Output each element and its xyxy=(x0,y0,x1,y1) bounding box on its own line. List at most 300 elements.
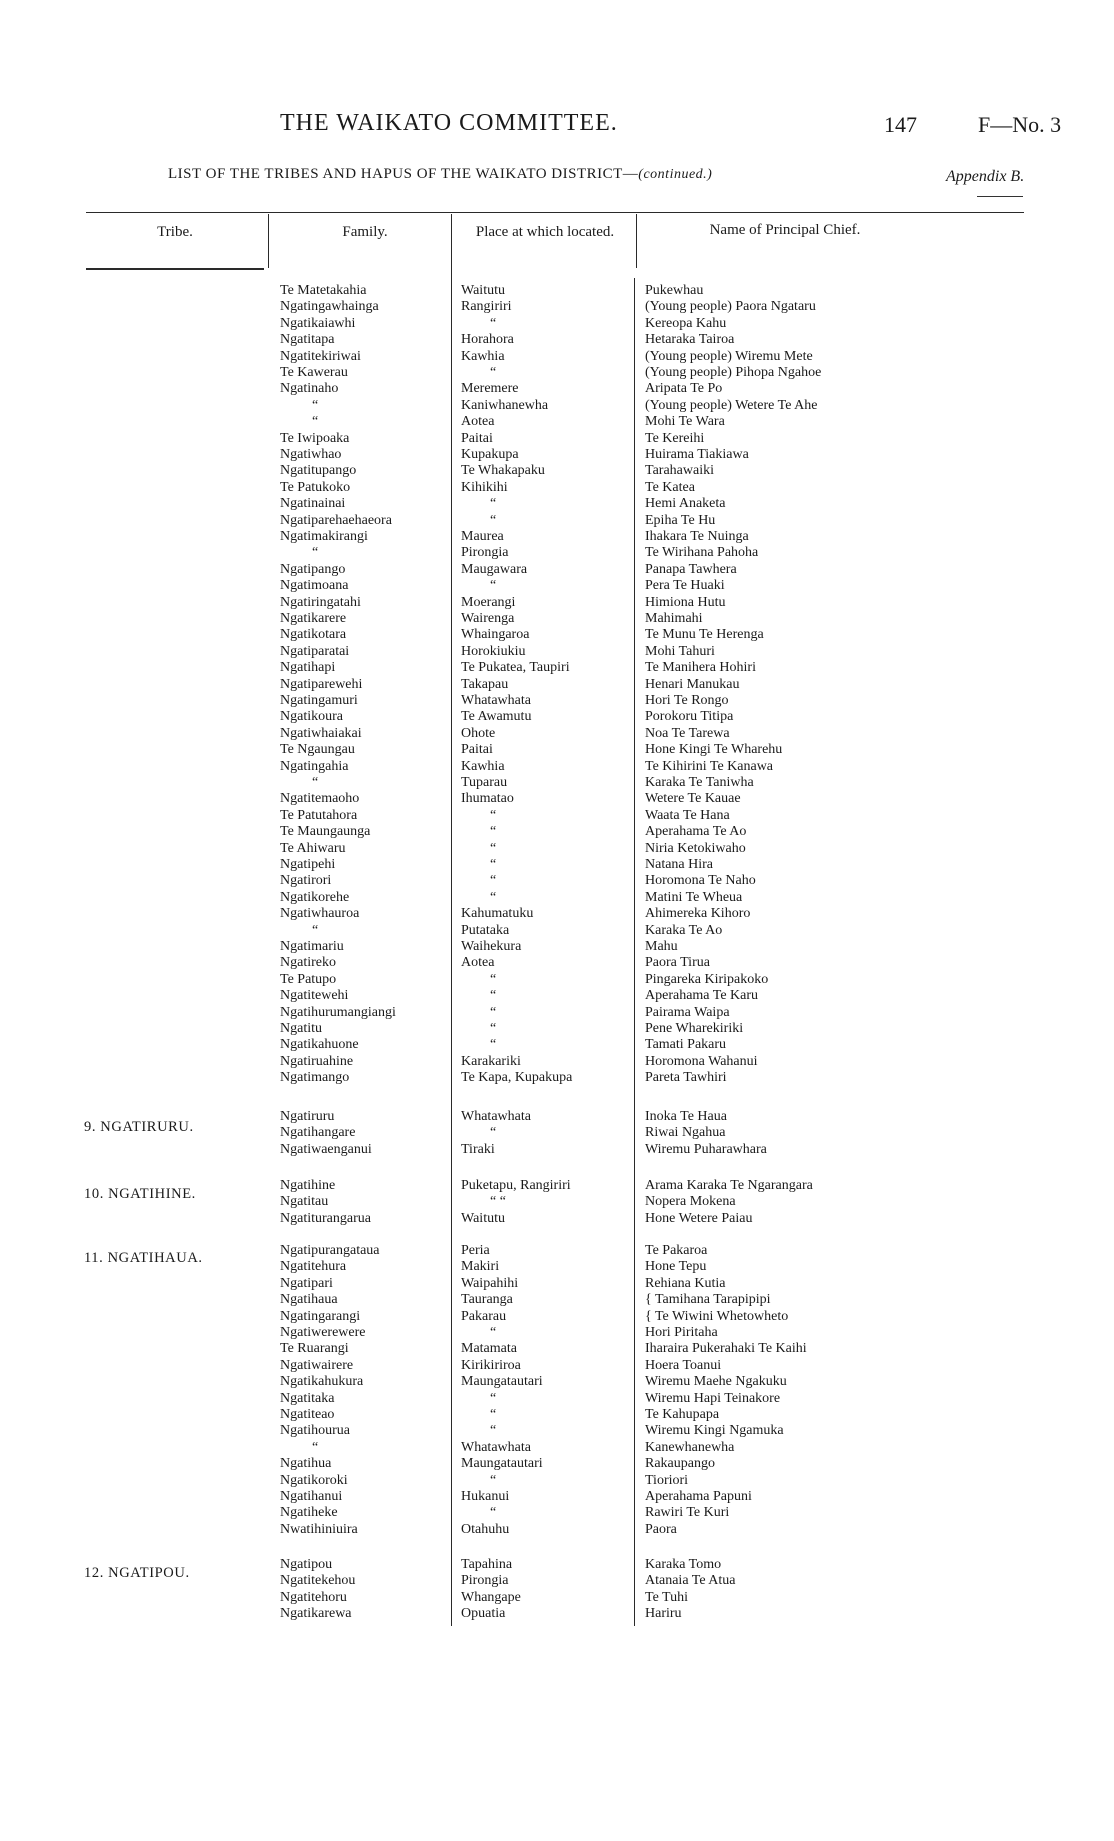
place-cell: Waihekura xyxy=(461,939,522,954)
family-cell: Ngatiwhao xyxy=(280,447,342,462)
list-subtitle xyxy=(168,166,712,183)
place-cell: Te Pukatea, Taupiri xyxy=(461,660,570,676)
place-cell: “ xyxy=(490,1390,497,1406)
page-number: 147 xyxy=(884,112,917,137)
table-row xyxy=(0,1194,1114,1210)
place-cell: Maungatautari xyxy=(461,1374,543,1390)
table-row xyxy=(0,644,1114,660)
chief-cell: Niria Ketokiwaho xyxy=(645,840,746,856)
table-row xyxy=(0,398,1114,414)
table-row xyxy=(0,529,1114,545)
table-row xyxy=(0,1374,1114,1390)
chief-cell: Te Manihera Hohiri xyxy=(645,660,756,676)
chief-cell: Inoka Te Haua xyxy=(645,1109,727,1124)
chief-cell: Hariru xyxy=(645,1606,682,1622)
chief-cell: Hetaraka Tairoa xyxy=(645,332,735,348)
chief-cell: Te Tuhi xyxy=(645,1589,688,1605)
chief-cell: Kereopa Kahu xyxy=(645,315,727,331)
table-row xyxy=(0,1125,1114,1141)
family-cell: Ngatiringatahi xyxy=(280,594,361,610)
tribe-name: 11. NGATIHAUA. xyxy=(84,1250,203,1266)
place-cell: Whaingaroa xyxy=(461,627,530,643)
table-row xyxy=(0,873,1114,889)
family-cell: Ngatimoana xyxy=(280,578,349,594)
chief-cell: Te Katea xyxy=(645,479,695,495)
table-row xyxy=(0,1054,1114,1070)
table-row xyxy=(0,513,1114,529)
chief-cell: Pukewhau xyxy=(645,283,704,298)
place-cell: Moerangi xyxy=(461,594,516,610)
family-cell: Ngatikoroki xyxy=(280,1472,348,1488)
family-cell: Ngatikaiawhi xyxy=(280,315,356,331)
table-row xyxy=(0,824,1114,840)
chief-cell: Panapa Tawhera xyxy=(645,561,737,577)
table-row xyxy=(0,1341,1114,1357)
chief-cell: Atanaia Te Atua xyxy=(645,1573,736,1589)
column-header-place: Place at which located. xyxy=(475,224,615,240)
family-cell: Ngatiwaenganui xyxy=(280,1141,372,1157)
table-row xyxy=(0,1325,1114,1341)
table-row xyxy=(0,939,1114,955)
place-cell: Tauranga xyxy=(461,1292,513,1308)
family-cell: Nwatihiniuira xyxy=(280,1521,358,1537)
family-cell: Ngatihua xyxy=(280,1456,332,1472)
place-cell: Kaniwhanewha xyxy=(461,397,549,413)
family-cell: Te Ruarangi xyxy=(280,1341,349,1357)
family-cell: Ngatingarangi xyxy=(280,1308,361,1324)
place-cell: “ xyxy=(490,512,497,528)
place-cell: “ xyxy=(490,365,497,380)
subtitle-continued: (continued.) xyxy=(638,167,713,182)
table-row xyxy=(0,841,1114,857)
family-cell: Ngatirori xyxy=(280,873,332,889)
family-cell: Ngatiwhaiakai xyxy=(280,725,362,741)
tribe-name: 12. NGATIPOU. xyxy=(84,1565,190,1581)
chief-cell: Hori Te Rongo xyxy=(645,693,729,708)
place-cell: “ xyxy=(490,873,497,889)
chief-cell: Natana Hira xyxy=(645,857,714,872)
table-row xyxy=(0,808,1114,824)
family-cell: Ngatitu xyxy=(280,1021,322,1036)
family-cell: Ngatiwairere xyxy=(280,1357,354,1373)
table-row xyxy=(0,1037,1114,1053)
chief-cell: Wiremu Puharawhara xyxy=(645,1141,767,1157)
family-cell: Ngatihaua xyxy=(280,1292,338,1308)
place-cell: “ xyxy=(490,1004,497,1020)
family-cell: “ xyxy=(312,545,319,561)
chief-cell: Horomona Wahanui xyxy=(645,1053,758,1069)
place-cell: “ xyxy=(490,1125,497,1141)
place-cell: “ xyxy=(490,1472,497,1488)
chief-cell: Te Kereihi xyxy=(645,430,705,446)
appendix-underline xyxy=(977,196,1023,197)
table-row xyxy=(0,955,1114,971)
family-cell: Ngatiteao xyxy=(280,1407,335,1422)
column-header-chief: Name of Principal Chief. xyxy=(709,222,861,238)
family-cell: Ngatikorehe xyxy=(280,889,350,905)
family-cell: Te Matetakahia xyxy=(280,283,367,298)
chief-cell: Paora Tirua xyxy=(645,955,710,971)
place-cell: Peria xyxy=(461,1243,490,1258)
table-row xyxy=(0,1358,1114,1374)
chief-cell: Wiremu Hapi Teinakore xyxy=(645,1390,781,1406)
place-cell: “ xyxy=(490,840,497,856)
chief-cell: Te Wirihana Pahoha xyxy=(645,545,759,561)
family-cell: Ngatihapi xyxy=(280,660,336,676)
place-cell: Tuparau xyxy=(461,775,508,790)
chief-cell: Epiha Te Hu xyxy=(645,512,716,528)
place-cell: Aotea xyxy=(461,955,495,971)
table-row xyxy=(0,332,1114,348)
chief-cell: Hori Piritaha xyxy=(645,1325,718,1340)
family-cell: Ngatihine xyxy=(280,1178,336,1193)
place-cell: Kahumatuku xyxy=(461,906,534,922)
family-cell: Ngatiheke xyxy=(280,1505,338,1521)
table-row xyxy=(0,1522,1114,1538)
place-cell: Paitai xyxy=(461,742,493,758)
table-row xyxy=(0,1259,1114,1275)
place-cell: “ xyxy=(490,988,497,1004)
chief-cell: Ahimereka Kihoro xyxy=(645,906,751,922)
place-cell: “ xyxy=(490,496,497,512)
table-row xyxy=(0,775,1114,791)
chief-cell: Hone Tepu xyxy=(645,1259,707,1275)
table-row xyxy=(0,1473,1114,1489)
chief-cell: Hone Kingi Te Wharehu xyxy=(645,742,783,758)
place-cell: Pirongia xyxy=(461,545,509,561)
place-cell: Ohote xyxy=(461,725,496,741)
column-divider-3 xyxy=(636,214,637,268)
table-row xyxy=(0,545,1114,561)
place-cell: “ “ xyxy=(490,1194,506,1210)
place-cell: “ xyxy=(490,971,497,987)
table-row xyxy=(0,365,1114,381)
chief-cell: Porokoru Titipa xyxy=(645,709,734,725)
table-row xyxy=(0,1243,1114,1259)
table-row xyxy=(0,857,1114,873)
chief-cell: Tioriori xyxy=(645,1472,689,1488)
place-cell: Maugawara xyxy=(461,561,528,577)
chief-cell: (Young people) Pihopa Ngahoe xyxy=(645,365,822,380)
chief-cell: Te Pakaroa xyxy=(645,1243,708,1258)
chief-cell: Himiona Hutu xyxy=(645,594,726,610)
chief-cell: Noa Te Tarewa xyxy=(645,725,730,741)
place-cell: “ xyxy=(490,889,497,905)
family-cell: Te Kawerau xyxy=(280,365,348,380)
family-cell: Ngatiturangarua xyxy=(280,1210,371,1226)
table-row xyxy=(0,1590,1114,1606)
chief-cell: Tamati Pakaru xyxy=(645,1037,727,1053)
place-cell: Maungatautari xyxy=(461,1456,543,1472)
tribe-name: 10. NGATIHINE. xyxy=(84,1186,196,1202)
family-cell: Te Ngaungau xyxy=(280,742,355,758)
place-cell: Waitutu xyxy=(461,283,505,298)
place-cell: Tiraki xyxy=(461,1141,495,1157)
family-cell: Ngatireko xyxy=(280,955,336,971)
place-cell: Otahuhu xyxy=(461,1521,510,1537)
table-row xyxy=(0,906,1114,922)
chief-cell: Te Kahupapa xyxy=(645,1407,720,1422)
place-cell: Hukanui xyxy=(461,1489,510,1504)
place-cell: Puketapu, Rangiriri xyxy=(461,1178,571,1193)
chief-cell: Karaka Te Ao xyxy=(645,922,723,938)
table-row xyxy=(0,1606,1114,1622)
table-row xyxy=(0,611,1114,627)
table-row xyxy=(0,1292,1114,1308)
place-cell: Waipahihi xyxy=(461,1275,519,1291)
place-cell: “ xyxy=(490,1505,497,1521)
place-cell: Opuatia xyxy=(461,1606,506,1622)
family-cell: Ngatiruahine xyxy=(280,1053,354,1069)
table-header-rule xyxy=(86,268,264,270)
chief-cell: Rakaupango xyxy=(645,1456,715,1472)
table-row xyxy=(0,677,1114,693)
family-cell: Ngatingahia xyxy=(280,758,349,774)
place-cell: “ xyxy=(490,578,497,594)
chief-cell: Huirama Tiakiawa xyxy=(645,447,749,462)
chief-cell: Mohi Tahuri xyxy=(645,643,715,659)
chief-cell: Karaka Tomo xyxy=(645,1557,722,1572)
place-cell: Tapahina xyxy=(461,1557,513,1572)
table-row xyxy=(0,726,1114,742)
family-cell: Te Maungaunga xyxy=(280,824,371,840)
chief-cell: Rawiri Te Kuri xyxy=(645,1505,730,1521)
chief-cell: Iharaira Pukerahaki Te Kaihi xyxy=(645,1341,807,1357)
chief-cell: Tarahawaiki xyxy=(645,463,714,479)
table-row xyxy=(0,627,1114,643)
family-cell: Ngatiwerewere xyxy=(280,1325,366,1340)
table-row xyxy=(0,1309,1114,1325)
family-cell: Ngatiruru xyxy=(280,1109,335,1124)
family-cell: Ngatihanui xyxy=(280,1489,343,1504)
table-row xyxy=(0,562,1114,578)
place-cell: Matamata xyxy=(461,1341,517,1357)
family-cell: Ngatipango xyxy=(280,561,346,577)
family-cell: Ngatihourua xyxy=(280,1423,350,1439)
table-row xyxy=(0,349,1114,365)
chief-cell: Waata Te Hana xyxy=(645,807,730,823)
table-row xyxy=(0,414,1114,430)
family-cell: Ngatimango xyxy=(280,1070,350,1086)
table-row xyxy=(0,316,1114,332)
place-cell: “ xyxy=(490,1021,497,1036)
place-cell: Pakarau xyxy=(461,1308,507,1324)
family-cell: “ xyxy=(312,414,319,430)
table-row xyxy=(0,1423,1114,1439)
place-cell: Wairenga xyxy=(461,611,515,626)
table-row xyxy=(0,1456,1114,1472)
appendix-label: Appendix B. xyxy=(946,168,1025,185)
table-row xyxy=(0,1142,1114,1158)
chief-cell: Kanewhanewha xyxy=(645,1439,735,1455)
table-row xyxy=(0,1005,1114,1021)
table-row xyxy=(0,496,1114,512)
chief-cell: Pareta Tawhiri xyxy=(645,1070,727,1086)
family-cell: Te Patukoko xyxy=(280,479,351,495)
family-cell: Te Ahiwaru xyxy=(280,840,346,856)
place-cell: “ xyxy=(490,1037,497,1053)
place-cell: Kirikiriroa xyxy=(461,1357,521,1373)
place-cell: Paitai xyxy=(461,430,493,446)
chief-cell: Aripata Te Po xyxy=(645,381,723,397)
chief-cell: Rehiana Kutia xyxy=(645,1275,726,1291)
family-cell: Ngatipou xyxy=(280,1557,333,1572)
family-cell: Ngatikarere xyxy=(280,611,347,626)
place-cell: Kihikihi xyxy=(461,479,508,495)
family-cell: Te Patutahora xyxy=(280,807,358,823)
table-row xyxy=(0,1557,1114,1573)
subtitle-text: LIST OF THE TRIBES AND HAPUS OF THE WAIKATO DISTRICT— xyxy=(168,166,639,182)
place-cell: Waitutu xyxy=(461,1210,505,1226)
family-cell: Ngatipehi xyxy=(280,857,336,872)
family-cell: Ngatitaka xyxy=(280,1390,335,1406)
place-cell: “ xyxy=(490,824,497,840)
chief-cell: Matini Te Wheua xyxy=(645,889,743,905)
page-title: THE WAIKATO COMMITTEE. xyxy=(280,110,618,136)
table-row xyxy=(0,1276,1114,1292)
family-cell: Ngatipurangataua xyxy=(280,1243,380,1258)
tribe-name: 9. NGATIRURU. xyxy=(84,1119,194,1135)
column-header-tribe: Tribe. xyxy=(157,224,193,240)
place-cell: Horokiukiu xyxy=(461,643,526,659)
table-row xyxy=(0,709,1114,725)
place-cell: Takapau xyxy=(461,676,509,692)
family-cell: Ngatitekehou xyxy=(280,1573,356,1589)
chief-cell: Mahu xyxy=(645,939,678,954)
place-cell: Aotea xyxy=(461,414,495,430)
place-cell: Maurea xyxy=(461,529,504,544)
chief-cell: Paora xyxy=(645,1521,677,1537)
column-divider-1 xyxy=(268,214,269,268)
chief-cell: { Te Wiwini Whetowheto xyxy=(645,1308,789,1324)
family-cell: Ngatimariu xyxy=(280,939,344,954)
place-cell: “ xyxy=(490,1423,497,1439)
chief-cell: Hemi Anaketa xyxy=(645,496,726,512)
chief-cell: Aperahama Te Karu xyxy=(645,988,759,1004)
family-cell: “ xyxy=(312,397,319,413)
family-cell: Ngatitupango xyxy=(280,463,357,479)
place-cell: Karakariki xyxy=(461,1053,521,1069)
chief-cell: Horomona Te Naho xyxy=(645,873,756,889)
chief-cell: Riwai Ngahua xyxy=(645,1125,726,1141)
table-row xyxy=(0,1211,1114,1227)
chief-cell: Mahimahi xyxy=(645,611,703,626)
chief-cell: Henari Manukau xyxy=(645,676,740,692)
place-cell: Whatawhata xyxy=(461,1109,531,1124)
family-cell: Ngatikahukura xyxy=(280,1374,364,1390)
chief-cell: Hone Wetere Paiau xyxy=(645,1210,753,1226)
table-row xyxy=(0,381,1114,397)
table-row xyxy=(0,299,1114,315)
table-row xyxy=(0,693,1114,709)
chief-cell: Arama Karaka Te Ngarangara xyxy=(645,1178,813,1193)
table-row xyxy=(0,447,1114,463)
place-cell: Te Awamutu xyxy=(461,709,532,725)
table-row xyxy=(0,1505,1114,1521)
place-cell: Whangape xyxy=(461,1589,521,1605)
table-row xyxy=(0,890,1114,906)
table-row xyxy=(0,463,1114,479)
family-cell: Ngatingawhainga xyxy=(280,299,379,315)
table-row xyxy=(0,595,1114,611)
family-cell: Ngatinainai xyxy=(280,496,346,512)
place-cell: Putataka xyxy=(461,922,510,938)
family-cell: Ngatitau xyxy=(280,1194,329,1210)
place-cell: Whatawhata xyxy=(461,1439,531,1455)
table-row xyxy=(0,1070,1114,1086)
table-row xyxy=(0,480,1114,496)
table-row xyxy=(0,742,1114,758)
family-cell: Ngatimakirangi xyxy=(280,529,368,544)
chief-cell: Pera Te Huaki xyxy=(645,578,725,594)
table-row xyxy=(0,1573,1114,1589)
place-cell: “ xyxy=(490,1407,497,1422)
place-cell: “ xyxy=(490,807,497,823)
chief-cell: (Young people) Paora Ngataru xyxy=(645,299,816,315)
family-cell: Ngatinaho xyxy=(280,381,339,397)
chief-cell: Pingareka Kiripakoko xyxy=(645,971,769,987)
place-cell: Pirongia xyxy=(461,1573,509,1589)
table-row xyxy=(0,283,1114,299)
place-cell: Rangiriri xyxy=(461,299,512,315)
chief-cell: Nopera Mokena xyxy=(645,1194,736,1210)
family-cell: Ngatiparewehi xyxy=(280,676,363,692)
chief-cell: Karaka Te Taniwha xyxy=(645,775,754,790)
place-cell: “ xyxy=(490,315,497,331)
table-row xyxy=(0,759,1114,775)
place-cell: Kawhia xyxy=(461,758,505,774)
table-row xyxy=(0,1109,1114,1125)
chief-cell: (Young people) Wetere Te Ahe xyxy=(645,397,818,413)
chief-cell: Pairama Waipa xyxy=(645,1004,730,1020)
family-cell: Te Patupo xyxy=(280,971,337,987)
place-cell: Ihumatao xyxy=(461,791,514,807)
chief-cell: Ihakara Te Nuinga xyxy=(645,529,749,544)
chief-cell: (Young people) Wiremu Mete xyxy=(645,348,813,364)
table-row xyxy=(0,1489,1114,1505)
document-reference: F—No. 3 xyxy=(978,112,1062,137)
family-cell: Ngatitehura xyxy=(280,1259,347,1275)
family-cell: Ngatiparehaehaeora xyxy=(280,512,392,528)
family-cell: Ngatikoura xyxy=(280,709,343,725)
place-cell: Meremere xyxy=(461,381,519,397)
chief-cell: { Tamihana Tarapipipi xyxy=(645,1292,771,1308)
place-cell: Horahora xyxy=(461,332,514,348)
table-row xyxy=(0,1021,1114,1037)
family-cell: Ngatitemaoho xyxy=(280,791,360,807)
table-row xyxy=(0,1440,1114,1456)
place-cell: “ xyxy=(490,1325,497,1340)
family-cell: Ngatitewehi xyxy=(280,988,349,1004)
chief-cell: Aperahama Te Ao xyxy=(645,824,747,840)
place-cell: Kupakupa xyxy=(461,447,519,462)
family-cell: “ xyxy=(312,775,319,790)
chief-cell: Te Munu Te Herenga xyxy=(645,627,764,643)
place-cell: Whatawhata xyxy=(461,693,531,708)
place-cell: Te Kapa, Kupakupa xyxy=(461,1070,573,1086)
family-cell: Ngatitapa xyxy=(280,332,335,348)
place-cell: Kawhia xyxy=(461,348,505,364)
table-row xyxy=(0,1391,1114,1407)
family-cell: Ngatitehoru xyxy=(280,1589,347,1605)
table-row xyxy=(0,791,1114,807)
chief-cell: Aperahama Papuni xyxy=(645,1489,752,1504)
chief-cell: Wetere Te Kauae xyxy=(645,791,741,807)
place-cell: Makiri xyxy=(461,1259,500,1275)
family-cell: Ngatiwhauroa xyxy=(280,906,360,922)
family-cell: Ngatiparatai xyxy=(280,643,350,659)
chief-cell: Wiremu Kingi Ngamuka xyxy=(645,1423,784,1439)
